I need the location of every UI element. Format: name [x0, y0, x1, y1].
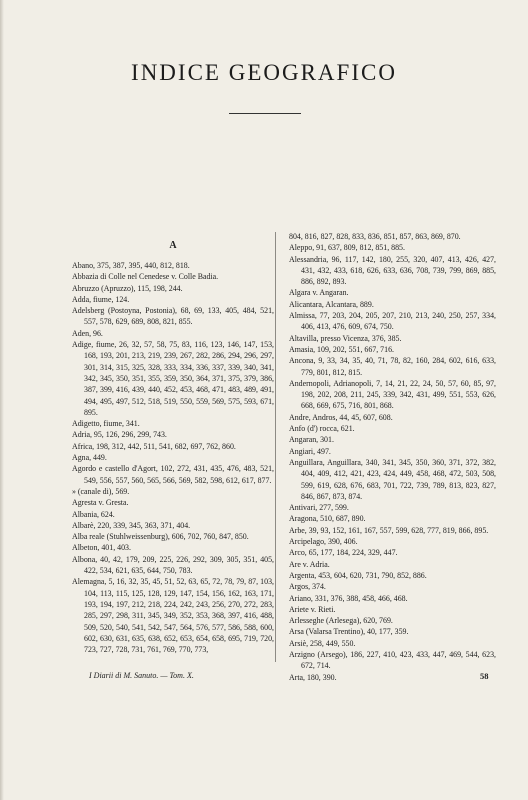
index-column-right: [289, 231, 496, 683]
column-divider: [275, 232, 276, 662]
index-entry: Adda, fiume, 124.: [72, 294, 130, 304]
index-entry: Alemagna, 5, 16, 32, 35, 45, 51, 52, 63, 65, 72, 78, 79, 87, 103, 104, 113, 115, 125, 128, 129, 147, 154, 156, 162, 163, 171, 193, 194, 197, 212, 218, 224, 242, 243, 256, 270, 272, 283, 285, 297, 298, 311, 345, 349, 352, 353, 368, 397, 416, 488, 509, 520, 540, 541, 542, 547, 564, 576, 577, 586, 588, 600, 602, 630, 631, 635, 638, 652, 653, 654, 658, 695, 719, 720, 723, 727, 728, 731, 761, 769, 770, 773,: [72, 577, 274, 655]
index-entry: Argenta, 453, 604, 620, 731, 790, 852, 886.: [289, 570, 427, 580]
index-entry: Arzigno (Arsego), 186, 227, 410, 423, 433, 447, 469, 544, 623, 672, 714.: [289, 649, 496, 671]
index-entry: Albania, 624.: [72, 509, 115, 519]
index-entry: Andre, Andros, 44, 45, 607, 608.: [289, 412, 393, 422]
index-entry: Abano, 375, 387, 395, 440, 812, 818.: [72, 261, 190, 270]
index-entry: Angiari, 497.: [289, 446, 331, 456]
index-entry: Angaran, 301.: [289, 435, 334, 445]
index-entry: Adigetto, fiume, 341.: [72, 419, 140, 429]
index-entry: Ariano, 331, 376, 388, 458, 466, 468.: [289, 593, 408, 603]
index-entry: Andernopoli, Adrianopoli, 7, 14, 21, 22, 24, 50, 57, 60, 85, 97, 198, 202, 208, 211, 245, 339, 342, 431, 499, 551, 553, 626, 668, 669, 675, 716, 801, 868.: [289, 378, 496, 411]
index-entry: Anguillara, Anguillara, 340, 341, 345, 350, 360, 371, 372, 382, 404, 409, 412, 421, 423, 424, 449, 458, 468, 472, 503, 508, 599, 619, 628, 676, 683, 701, 722, 739, 789, 813, 823, 827, 846, 867, 873, 874.: [289, 457, 496, 501]
index-entry: Arsa (Valarsa Trentino), 40, 177, 359.: [289, 627, 409, 637]
index-entry: Aleppo, 91, 637, 809, 812, 851, 885.: [289, 243, 405, 253]
index-entry: Are v. Adria.: [289, 559, 330, 569]
index-entry: Algara v. Angaran.: [289, 288, 349, 298]
index-entry: Aragona, 510, 687, 890.: [289, 514, 366, 524]
index-entry: Adelsberg (Postoyna, Postonia), 68, 69, 133, 405, 484, 521, 557, 578, 629, 689, 808, 821, 855.: [72, 306, 274, 327]
index-entry: Albona, 40, 42, 179, 209, 225, 226, 292, 309, 305, 351, 405, 422, 534, 621, 635, 644, 750, 783.: [72, 554, 274, 576]
page-title: INDICE GEOGRAFICO: [131, 60, 397, 85]
index-entry: Antivari, 277, 599.: [289, 503, 349, 513]
index-entry: Argos, 374.: [289, 582, 326, 592]
page-edge-shadow: [0, 0, 4, 800]
index-entry: Anfo (d') rocca, 621.: [289, 424, 355, 434]
index-entry: » (canale di), 569.: [72, 486, 130, 496]
index-entry: Ancona, 9, 33, 34, 35, 40, 71, 78, 82, 160, 284, 602, 616, 633, 779, 801, 812, 815.: [289, 356, 496, 377]
index-entry: Arcipelago, 390, 406.: [289, 537, 358, 547]
index-column-left: [72, 260, 274, 655]
index-entry: Arco, 65, 177, 184, 224, 329, 447.: [289, 548, 398, 558]
index-entry: Arlesseghe (Arlesega), 620, 769.: [289, 616, 393, 626]
index-entry: Alicantara, Alcantara, 889.: [289, 299, 374, 309]
index-entry: Alessandria, 96, 117, 142, 180, 255, 320, 407, 413, 426, 427, 431, 432, 433, 618, 626, 633, 636, 708, 739, 799, 869, 885, 886, 892, 893.: [289, 254, 496, 287]
title-underline: [229, 113, 301, 114]
index-entry: Adige, fiume, 26, 32, 57, 58, 75, 83, 116, 123, 146, 147, 153, 168, 193, 201, 213, 219, 239, 267, 282, 286, 294, 296, 297, 301, 314, 315, 325, 328, 333, 334, 336, 337, 339, 340, 341, 342, 345, 350, 351, 355, 359, 350, 364, 371, 375, 379, 386, 387, 399, 416, 439, 440, 452, 453, 468, 471, 483, 489, 491, 494, 495, 497, 512, 518, 519, 550, 559, 569, 575, 593, 671, 895.: [72, 340, 274, 417]
index-entry: Arbe, 39, 93, 152, 161, 167, 557, 599, 628, 777, 819, 866, 895.: [289, 525, 489, 535]
index-entry: Abruzzo (Apruzzo), 115, 198, 244.: [72, 283, 183, 293]
index-entry: Alba reale (Stuhlweissenburg), 606, 702, 760, 847, 850.: [72, 532, 249, 542]
index-entry: Altavilla, presso Vicenza, 376, 385.: [289, 333, 402, 343]
index-entry: Ariete v. Rieti.: [289, 604, 336, 614]
index-entry: Agresta v. Gresta.: [72, 498, 129, 508]
index-entry: Adria, 95, 126, 296, 299, 743.: [72, 430, 167, 440]
page-number: 58: [480, 671, 489, 681]
index-entry: Arsiè, 258, 449, 550.: [289, 638, 356, 648]
index-entry: Africa, 198, 312, 442, 511, 541, 682, 697, 762, 860.: [72, 441, 236, 451]
index-entry: Agna, 449.: [72, 453, 107, 463]
running-title: I Diarii di M. Sanuto. — Tom. X.: [89, 671, 194, 680]
index-entry: 804, 816, 827, 828, 833, 836, 851, 857, 863, 869, 870.: [289, 232, 461, 241]
index-entry: Arta, 180, 390.: [289, 672, 337, 682]
index-entry: Albarè, 220, 339, 345, 363, 371, 404.: [72, 520, 191, 530]
index-entry: Agordo e castello d'Agort, 102, 272, 431, 435, 476, 483, 521, 549, 556, 557, 560, 565, 566, 569, 582, 598, 612, 617, 877.: [72, 464, 274, 485]
index-entry: Almissa, 77, 203, 204, 205, 207, 210, 213, 240, 250, 257, 334, 406, 413, 476, 609, 674, 750.: [289, 311, 496, 332]
section-letter: A: [169, 240, 177, 251]
index-entry: Aden, 96.: [72, 328, 103, 338]
index-entry: Amasia, 109, 202, 551, 667, 716.: [289, 344, 394, 354]
index-entry: Abbazia di Colle nel Cenedese v. Colle Badia.: [72, 272, 219, 282]
index-entry: Albeton, 401, 403.: [72, 543, 131, 553]
